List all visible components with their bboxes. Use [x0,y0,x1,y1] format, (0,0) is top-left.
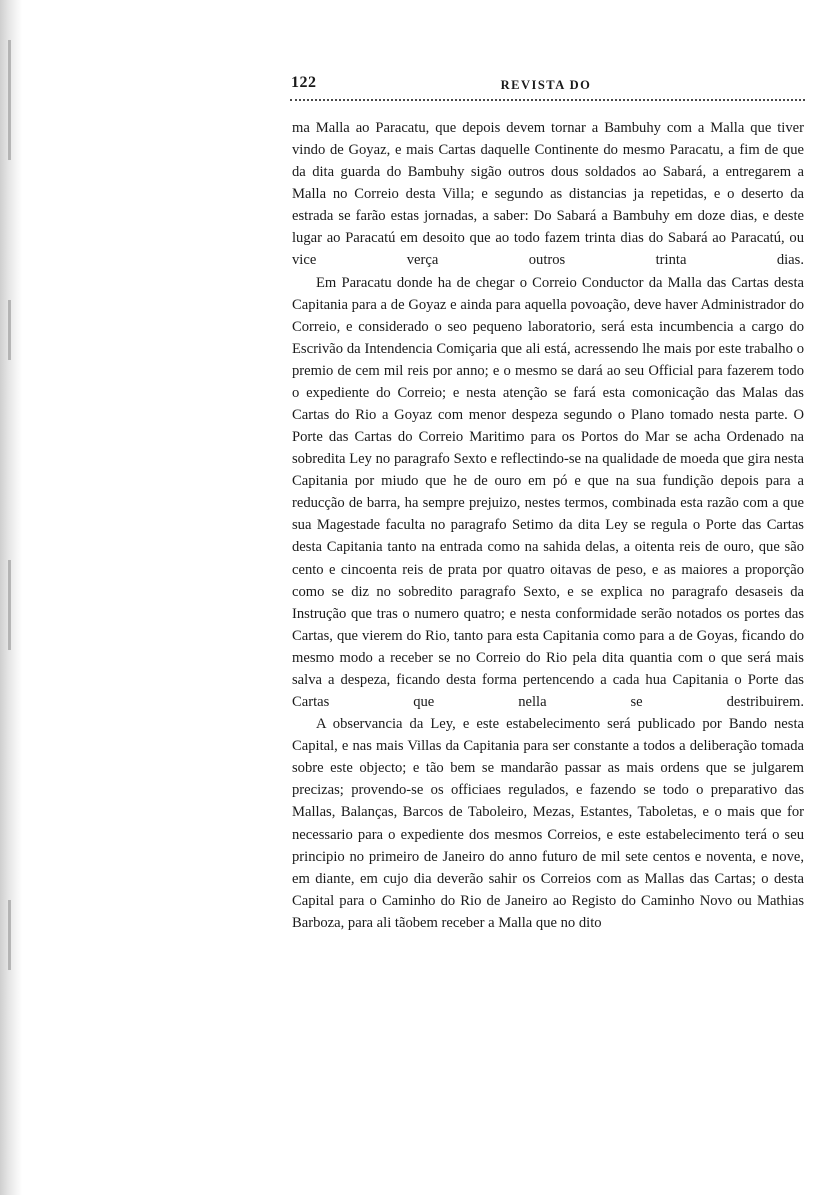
paragraph: ma Malla ao Paracatu, que depois devem tornar a Bambuhy com a Malla que tiver vindo de Goyaz, e mais Cartas daquelle Continente do mesmo Paracatu, a fim de que da dita guarda do Bambuhy sigão outros dous soldados ao Sabará, a entregarem a Malla no Correio desta Villa; e segundo as distancias ja repetidas, e o deserto da estrada se farão estas jornadas, a saber: Do Sabará a Bambuhy em doze dias, e deste lugar ao Paracatú em desoito que ao todo fazem trinta dias do Sabará ao Paracatú, ou vice verça outros trinta dias. [292,120,804,269]
binding-shadow-mark [8,900,11,970]
page-binding-edge [0,0,22,1195]
header-rule [290,99,805,101]
binding-shadow-mark [8,560,11,650]
page-number: 122 [291,74,317,91]
binding-shadow-mark [8,40,11,160]
body-text [292,117,804,934]
binding-shadow-mark [8,300,11,360]
paragraph: A observancia da Ley, e este estabelecimento será publicado por Bando nesta Capital, e nas mais Villas da Capitania para ser constante a todos a deliberação tomada sobre este objecto; e tão bem se mandarão passar as mais ordens que se julgarem precizas; provendo-se os officiaes regulados, e fazendo se todo o preparativo das Mallas, Balanças, Barcos de Taboleiro, Mezas, Estantes, Taboletas, e o mais que for necessario para o expediente dos mesmos Correios, e este estabelecimento terá o seu principio no primeiro de Janeiro do anno futuro de mil sete centos e noventa, e nove, em diante, em cujo dia deverão sahir os Correios com as Mallas das Cartas; o desta Capital para o Caminho do Rio de Janeiro ao Registo do Caminho Novo ou Mathias Barboza, para ali tãobem receber a Malla que no dito [292,716,804,931]
running-head: REVISTA DO [500,78,592,92]
paragraph: Em Paracatu donde ha de chegar o Correio Conductor da Malla das Cartas desta Capitania para a de Goyaz e ainda para aquella povoação, deve haver Administrador do Correio, e considerado o seo pequeno laboratorio, será esta incumbencia a cargo do Escrivão da Intendencia Comiçaria que ali está, acressendo lhe mais por este trabalho o premio de cem mil reis por anno; e o mesmo se dará ao seu Official para fazerem todo o expediente do Correio; e nesta atenção se fará esta comonicação das Malas das Cartas do Rio a Goyaz com menor despeza segundo o Plano tomado nesta parte. O Porte das Cartas do Correio Maritimo para os Portos do Mar se acha Ordenado na sobredita Ley no paragrafo Sexto e reflectindo-se na qualidade de moeda que gira nesta Capitania por miudo que he de ouro em pó e que na sua fundição depois para a reducção de barra, ha sempre prejuizo, nestes termos, combinada esta razão com a que sua Magestade faculta no paragrafo Setimo da dita Ley se regula o Porte das Cartas desta Capitania tanto na entrada como na sahida delas, a oitenta reis de ouro, que são cento e cincoenta reis de prata por quatro oitavas de peso, e as maiores a proporção como se diz no sobredito paragrafo Sexto, e se explica no paragrafo desaseis da Instrução que tras o numero quatro; e nesta conformidade serão notados os portes das Cartas, que vierem do Rio, tanto para esta Capitania como para a de Goyas, ficando do mesmo modo a receber se no Correio do Rio pela dita quantia com o que será mais salva a despeza, ficando desta forma pertencendo a cada hua Capitania o Porte das Cartas que nella se destribuirem. [292,274,804,711]
